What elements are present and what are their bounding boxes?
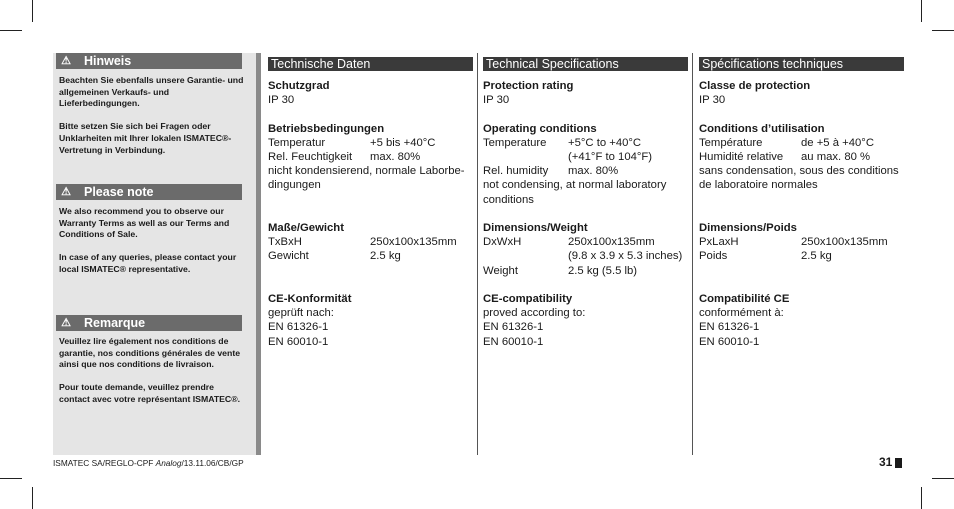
footer-prefix: ISMATEC SA/REGLO-CPF <box>53 458 156 468</box>
humidity-value: max. 80% <box>370 151 421 163</box>
sidebar-edge <box>256 53 261 455</box>
ce-standard: EN 60010-1 <box>268 335 329 348</box>
ce-standard: EN 60010-1 <box>699 335 760 348</box>
weight-label: Gewicht <box>268 250 309 263</box>
temperature-value-fahrenheit: (+41°F to 104°F) <box>568 151 653 163</box>
note-paragraph: Pour toute demande, veuillez prendre contact avec votre représentant ISMATEC®. <box>59 382 241 404</box>
weight-value: 2.5 kg (5.5 lb) <box>568 264 638 277</box>
ce-intro: geprüft nach: <box>268 307 334 320</box>
temperature-value: de +5 à +40°C <box>801 136 874 149</box>
operating-title: Operating conditions <box>483 122 597 135</box>
dimensions-row <box>699 235 914 249</box>
weight-row <box>483 264 698 278</box>
condensing-text: nicht kondensierend, normale Laborbe- <box>268 165 465 178</box>
footer-italic: Analog <box>155 458 182 468</box>
note-paragraph: Veuillez lire également nos conditions de garantie, nos conditions générales de vente ainsi que nos conditions de livraison. <box>59 336 241 370</box>
crop-mark <box>32 0 33 22</box>
dimensions-row <box>483 235 698 249</box>
humidity-row <box>268 150 483 164</box>
protection-title: Schutzgrad <box>268 80 330 92</box>
protection-value: IP 30 <box>483 94 510 107</box>
crop-mark <box>32 487 33 509</box>
protection-value: IP 30 <box>268 94 295 107</box>
spec-list <box>268 79 483 349</box>
ce-title: Compatibilité CE <box>699 293 790 305</box>
weight-row <box>699 249 914 263</box>
humidity-label: Rel. humidity <box>483 165 549 178</box>
weight-row <box>268 249 483 263</box>
temperature-value: +5°C to +40°C <box>568 136 642 149</box>
temperature-row-fahrenheit <box>483 150 698 164</box>
dimensions-label: TxBxH <box>268 236 302 249</box>
dimensions-value: 250x100x135mm <box>801 236 888 249</box>
note-paragraph: In case of any queries, please contact your local ISMATEC® representative. <box>59 252 237 274</box>
note-title: Hinweis <box>84 54 132 68</box>
warning-triangle-icon: ⚠ <box>61 55 71 67</box>
crop-mark <box>932 478 954 479</box>
condensing-text: conditions <box>483 193 534 206</box>
note-header-remarque <box>56 315 242 331</box>
dimensions-label: PxLaxH <box>699 236 739 249</box>
dimensions-title: Dimensions/Weight <box>483 222 588 234</box>
protection-title: Classe de protection <box>699 80 811 92</box>
section-header: Technische Daten <box>268 57 473 71</box>
temperature-row <box>483 136 698 150</box>
crop-mark <box>0 30 22 31</box>
temperature-label: Temperature <box>483 136 547 149</box>
ce-standard: EN 60010-1 <box>483 335 544 348</box>
footer-suffix: /13.11.06/CB/GP <box>181 458 244 468</box>
section-header: Technical Specifications <box>483 57 688 71</box>
warning-triangle-icon: ⚠ <box>61 317 71 329</box>
note-paragraph: Bitte setzen Sie sich bei Fragen oder Unklarheiten mit Ihrer lokalen ISMATEC®-Vertretung in Verbindung. <box>59 121 232 155</box>
operating-title: Conditions d’utilisation <box>699 122 825 135</box>
dimensions-value: 250x100x135mm <box>568 236 655 249</box>
dimensions-row <box>268 235 483 249</box>
ce-standard: EN 61326-1 <box>483 321 544 334</box>
warning-triangle-icon: ⚠ <box>61 186 71 198</box>
spec-list <box>483 79 698 349</box>
dimensions-title: Maße/Gewicht <box>268 222 344 234</box>
page-marker <box>895 458 902 468</box>
temperature-label: Temperatur <box>268 136 326 149</box>
ce-title: CE-Konformität <box>268 293 352 305</box>
note-header-hinweis <box>56 53 242 69</box>
condensing-text: de laboratoire normales <box>699 179 818 192</box>
condensing-text: sans condensation, sous des conditions <box>699 165 899 178</box>
operating-title: Betriebsbedingungen <box>268 122 385 135</box>
weight-value: 2.5 kg <box>370 250 401 263</box>
ce-intro: conformément à: <box>699 307 784 320</box>
weight-label: Poids <box>699 250 728 263</box>
note-title: Please note <box>84 185 154 199</box>
dimensions-label: DxWxH <box>483 236 522 249</box>
dimensions-row-inches <box>483 249 698 263</box>
temperature-row <box>699 136 914 150</box>
humidity-value: au max. 80 % <box>801 151 871 163</box>
weight-label: Weight <box>483 264 518 277</box>
temperature-row <box>268 136 483 150</box>
humidity-row <box>483 164 698 178</box>
humidity-label: Rel. Feuchtigkeit <box>268 151 353 163</box>
dimensions-title: Dimensions/Poids <box>699 222 797 234</box>
note-body-hinweis <box>59 75 247 168</box>
crop-mark <box>921 0 922 22</box>
spec-list <box>699 79 914 349</box>
note-body-please-note <box>59 206 247 287</box>
crop-mark <box>932 30 954 31</box>
condensing-text: dingungen <box>268 179 321 192</box>
document-footer <box>53 458 244 468</box>
condensing-text: not condensing, at normal laboratory <box>483 179 667 192</box>
ce-standard: EN 61326-1 <box>699 321 760 334</box>
crop-mark <box>921 487 922 509</box>
ce-standard: EN 61326-1 <box>268 321 329 334</box>
note-title: Remarque <box>84 316 146 330</box>
page-number: 31 <box>879 455 893 469</box>
humidity-label: Humidité relative <box>699 151 784 163</box>
ce-intro: proved according to: <box>483 307 586 320</box>
temperature-value: +5 bis +40°C <box>370 136 436 149</box>
protection-title: Protection rating <box>483 80 574 92</box>
protection-value: IP 30 <box>699 94 726 107</box>
dimensions-value-inches: (9.8 x 3.9 x 5.3 inches) <box>568 250 683 263</box>
crop-mark <box>0 478 22 479</box>
note-paragraph: We also recommend you to observe our Warranty Terms as well as our Terms and Conditions of Sale. <box>59 206 230 240</box>
note-header-please-note <box>56 184 242 200</box>
weight-value: 2.5 kg <box>801 250 832 263</box>
section-header: Spécifications techniques <box>699 57 904 71</box>
dimensions-value: 250x100x135mm <box>370 236 457 249</box>
ce-title: CE-compatibility <box>483 293 573 305</box>
temperature-label: Température <box>699 136 763 149</box>
note-paragraph: Beachten Sie ebenfalls unsere Garantie- und allgemeinen Verkaufs- und Lieferbedingungen. <box>59 75 244 109</box>
humidity-value: max. 80% <box>568 165 619 178</box>
note-body-remarque <box>59 336 247 417</box>
humidity-row <box>699 150 914 164</box>
